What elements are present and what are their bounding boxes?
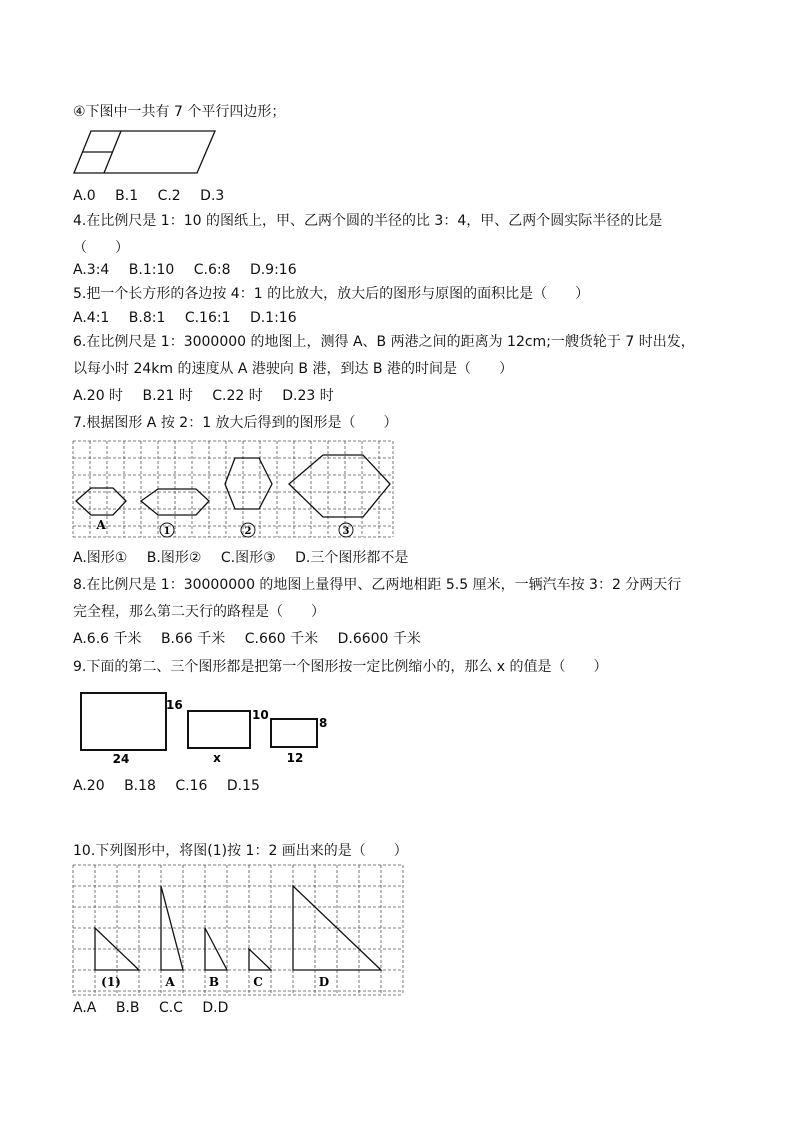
option-d[interactable]: D.三个图形都不是 — [295, 550, 409, 566]
q10-text: 10.下列图形中，将图(1)按 1：2 画出来的是（ ） — [73, 843, 408, 859]
q5-options — [73, 308, 312, 328]
figure-label-b: B — [208, 975, 220, 989]
triangle-c — [249, 949, 271, 970]
q6-options — [73, 386, 349, 406]
figure-label-c: C — [253, 975, 263, 989]
figure-label-2: 2 — [244, 526, 252, 537]
q10-options — [73, 998, 243, 1018]
figure-label-1: (1) — [101, 975, 121, 989]
option-b[interactable]: B.21 时 — [142, 388, 193, 404]
option-a[interactable]: A.20 时 — [73, 388, 124, 404]
option-d[interactable]: D.15 — [226, 778, 260, 794]
q9-options — [73, 776, 275, 796]
rect3-width-label: 12 — [286, 751, 304, 765]
q3-item4-options — [73, 186, 239, 206]
option-b[interactable]: B.8:1 — [128, 310, 166, 326]
q6-line1: 6.在比例尺是 1：3000000 的地图上，测得 A、B 两港之间的距离为 12cm;一艘货轮于 7 时出发， — [73, 334, 695, 350]
q7-options — [73, 548, 423, 568]
option-d[interactable]: D.1:16 — [249, 310, 297, 326]
option-c[interactable]: C.16:1 — [184, 310, 231, 326]
option-b[interactable]: B.18 — [124, 778, 156, 794]
hexagon-3 — [289, 455, 390, 517]
q7-text: 7.根据图形 A 按 2：1 放大后得到的图形是（ ） — [73, 415, 398, 431]
option-c[interactable]: C.C — [158, 1000, 183, 1016]
figure-label-a: A — [165, 975, 175, 989]
option-c[interactable]: C.16 — [175, 778, 208, 794]
q9-text: 9.下面的第二、三个图形都是把第一个图形按一定比例缩小的，那么 x 的值是（ ） — [73, 659, 608, 675]
option-c[interactable]: C.660 千米 — [244, 631, 319, 647]
q5-text: 5.把一个长方形的各边按 4：1 的比放大，放大后的图形与原图的面积比是（ ） — [73, 286, 590, 302]
hexagon-2 — [225, 458, 272, 509]
q3-item4-text: ④下图中一共有 7 个平行四边形； — [73, 104, 286, 120]
option-a[interactable]: A.3:4 — [73, 262, 110, 278]
option-a[interactable]: A.6.6 千米 — [73, 631, 142, 647]
rectangles-figure — [73, 690, 343, 770]
q4-options — [73, 260, 312, 280]
q8-line2: 完全程，那么第二天行的路程是（ ） — [73, 604, 325, 620]
rect3-height-label: 8 — [319, 716, 328, 730]
q6-line2: 以每小时 24km 的速度从 A 港驶向 B 港，到达 B 港的时间是（ ） — [73, 361, 513, 377]
hexagon-grid-figure — [73, 437, 398, 542]
option-b[interactable]: B.1 — [115, 188, 139, 204]
option-c[interactable]: C.2 — [157, 188, 181, 204]
option-b[interactable]: B.1:10 — [128, 262, 175, 278]
rect1-width-label: 24 — [112, 752, 130, 766]
option-a[interactable]: A.20 — [73, 778, 105, 794]
option-d[interactable]: D.6600 千米 — [337, 631, 421, 647]
option-d[interactable]: D.9:16 — [249, 262, 297, 278]
option-b[interactable]: B.B — [115, 1000, 140, 1016]
option-a[interactable]: A.图形① — [73, 550, 128, 566]
rect2-width-label: x — [213, 751, 221, 765]
option-d[interactable]: D.23 时 — [282, 388, 334, 404]
option-c[interactable]: C.22 时 — [212, 388, 263, 404]
option-a[interactable]: A.4:1 — [73, 310, 110, 326]
figure-label-3: 3 — [342, 526, 350, 537]
q8-options — [73, 629, 436, 649]
q8-line1: 8.在比例尺是 1：30000000 的地图上量得甲、乙两地相距 5.5 厘米，一辆汽车按 3：2 分两天行 — [73, 577, 682, 593]
option-d[interactable]: D.D — [202, 1000, 229, 1016]
q4-line2: （ ） — [73, 240, 129, 256]
figure-label-a: A — [96, 518, 106, 532]
option-c[interactable]: C.图形③ — [220, 550, 276, 566]
option-b[interactable]: B.图形② — [146, 550, 202, 566]
parallelogram-figure — [73, 128, 218, 178]
rect-1 — [81, 693, 166, 750]
option-c[interactable]: C.6:8 — [193, 262, 231, 278]
option-b[interactable]: B.66 千米 — [160, 631, 226, 647]
rect2-height-label: 10 — [252, 708, 269, 722]
option-a[interactable]: A.0 — [73, 188, 96, 204]
q4-line1: 4.在比例尺是 1：10 的图纸上，甲、乙两个圆的半径的比 3：4，甲、乙两个圆实际半径的比是 — [73, 213, 663, 229]
triangle-1 — [95, 928, 139, 970]
option-a[interactable]: A.A — [73, 1000, 97, 1016]
option-d[interactable]: D.3 — [200, 188, 225, 204]
figure-label-1: 1 — [163, 526, 171, 537]
triangle-grid-figure — [73, 860, 408, 1000]
figure-label-d: D — [318, 975, 330, 989]
rect-2 — [188, 711, 250, 748]
rect-3 — [271, 719, 317, 747]
rect1-height-label: 16 — [166, 698, 183, 712]
